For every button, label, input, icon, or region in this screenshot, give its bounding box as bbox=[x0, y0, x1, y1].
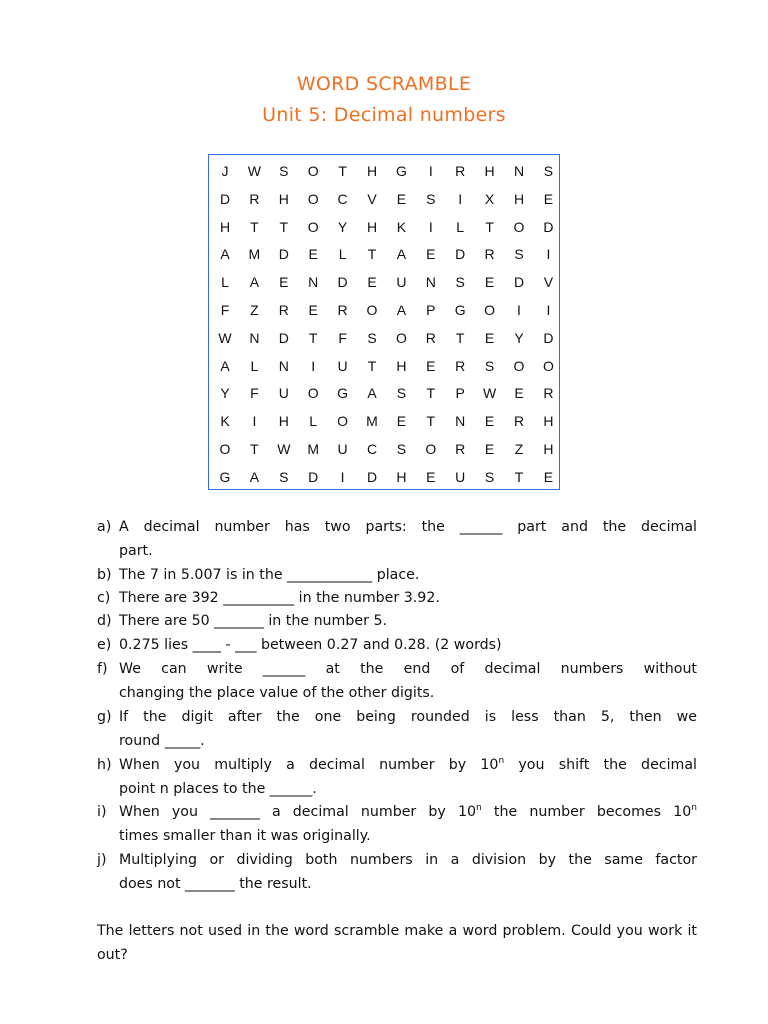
grid-letter: Z bbox=[514, 441, 524, 457]
grid-letter: O bbox=[425, 441, 437, 457]
question-b bbox=[97, 564, 697, 588]
grid-letter: H bbox=[366, 218, 378, 235]
grid-letter: V bbox=[367, 190, 377, 207]
grid-letter: T bbox=[514, 468, 524, 485]
question-text-part: you shift the decimal bbox=[504, 757, 697, 773]
grid-letter: H bbox=[278, 413, 289, 430]
grid-letter: T bbox=[367, 246, 377, 263]
grid-letter: D bbox=[455, 246, 466, 263]
grid-letter: N bbox=[455, 413, 466, 430]
grid-row bbox=[209, 296, 559, 324]
grid-row bbox=[209, 213, 559, 241]
exponent: n bbox=[476, 803, 482, 813]
question-label: i) bbox=[97, 804, 107, 820]
grid-letter: S bbox=[279, 163, 289, 179]
exponent: n bbox=[498, 756, 505, 766]
grid-letter: E bbox=[279, 274, 289, 291]
grid-letter: O bbox=[484, 302, 496, 318]
grid-letter: A bbox=[367, 385, 377, 402]
grid-letter: H bbox=[366, 163, 378, 179]
grid-letter: U bbox=[337, 441, 348, 457]
grid-letter: U bbox=[337, 357, 348, 374]
grid-letter: N bbox=[425, 274, 436, 291]
grid-letter: I bbox=[517, 302, 521, 318]
grid-letter: O bbox=[307, 218, 319, 235]
grid-row bbox=[209, 463, 559, 491]
footer-instruction: The letters not used in the word scramble make a word problem. Could you work it out? bbox=[97, 923, 697, 963]
grid-letter: K bbox=[396, 218, 407, 235]
grid-letter: O bbox=[366, 302, 378, 318]
grid-letter: R bbox=[425, 329, 436, 346]
question-text bbox=[119, 801, 697, 825]
question-g bbox=[97, 706, 697, 753]
grid-letter: G bbox=[337, 385, 349, 402]
grid-letter: U bbox=[455, 468, 466, 485]
grid-letter: S bbox=[367, 329, 377, 346]
grid-letter: I bbox=[311, 357, 316, 374]
grid-letter: O bbox=[542, 357, 554, 374]
grid-letter: A bbox=[220, 246, 230, 263]
grid-letter: E bbox=[308, 302, 318, 318]
grid-letter: L bbox=[338, 246, 347, 263]
question-text: There are 392 __________ in the number 3.92. bbox=[119, 590, 440, 606]
question-text-continued: does not _______ the result. bbox=[119, 875, 312, 892]
grid-row bbox=[209, 407, 559, 435]
grid-letter: R bbox=[455, 357, 466, 374]
grid-letter: S bbox=[484, 468, 495, 485]
grid-letter: D bbox=[278, 246, 289, 263]
question-text-continued: part. bbox=[119, 542, 153, 559]
grid-letter: H bbox=[543, 441, 554, 457]
grid-letter: O bbox=[307, 385, 319, 402]
grid-letter: D bbox=[278, 329, 289, 346]
question-e bbox=[97, 634, 697, 658]
grid-letter: W bbox=[277, 441, 291, 457]
grid-row bbox=[209, 379, 559, 407]
grid-letter: I bbox=[546, 246, 551, 263]
grid-letter: T bbox=[338, 163, 347, 179]
grid-letter: H bbox=[484, 163, 495, 179]
grid-letter: I bbox=[546, 302, 551, 318]
word-scramble-grid bbox=[208, 154, 560, 490]
grid-letter: D bbox=[219, 190, 231, 207]
grid-letter: O bbox=[395, 329, 407, 346]
grid-row bbox=[209, 240, 559, 268]
grid-letter: F bbox=[338, 329, 347, 346]
grid-letter: D bbox=[543, 218, 554, 235]
grid-letter: A bbox=[396, 246, 407, 263]
grid-letter: U bbox=[396, 274, 407, 291]
grid-letter: Y bbox=[220, 385, 230, 402]
question-label: c) bbox=[97, 590, 111, 606]
grid-row bbox=[209, 268, 559, 296]
question-a bbox=[97, 516, 697, 563]
question-label: e) bbox=[97, 637, 112, 653]
exponent: n bbox=[691, 803, 697, 813]
question-text: A decimal number has two parts: the ______ part and the decimal bbox=[119, 519, 697, 535]
grid-letter: P bbox=[426, 302, 436, 318]
worksheet-subtitle: Unit 5: Decimal numbers bbox=[262, 104, 506, 126]
grid-letter: O bbox=[307, 190, 319, 207]
grid-letter: E bbox=[543, 468, 554, 485]
grid-letter: D bbox=[337, 274, 348, 291]
grid-letter: R bbox=[513, 413, 525, 430]
grid-letter: R bbox=[337, 302, 348, 318]
grid-letter: F bbox=[220, 302, 230, 318]
grid-letter: E bbox=[308, 246, 318, 263]
grid-letter: S bbox=[426, 190, 436, 207]
grid-letter: E bbox=[396, 190, 407, 207]
grid-letter: R bbox=[543, 385, 554, 402]
question-text-continued: changing the place value of the other digits. bbox=[119, 684, 435, 701]
grid-letter: K bbox=[220, 413, 230, 430]
grid-letter: X bbox=[484, 190, 495, 207]
grid-letter: H bbox=[219, 218, 231, 235]
grid-letter: N bbox=[278, 357, 289, 374]
grid-letter: E bbox=[426, 246, 436, 263]
grid-letter: A bbox=[396, 302, 407, 318]
grid-row bbox=[209, 157, 559, 185]
grid-letter: D bbox=[513, 274, 525, 291]
question-text: Multiplying or dividing both numbers in a division by the same factor bbox=[119, 852, 697, 868]
grid-letter: V bbox=[543, 274, 554, 291]
question-text: The 7 in 5.007 is in the ____________ place. bbox=[119, 567, 420, 583]
grid-letter: W bbox=[218, 329, 232, 346]
grid-letter: S bbox=[396, 385, 407, 402]
grid-row bbox=[209, 324, 559, 352]
grid-letter: I bbox=[428, 163, 433, 179]
grid-letter: G bbox=[454, 302, 466, 318]
question-text: If the digit after the one being rounded is less than 5, then we bbox=[119, 709, 697, 725]
grid-letter: O bbox=[513, 357, 525, 374]
grid-letter: T bbox=[367, 357, 377, 374]
worksheet-title: WORD SCRAMBLE bbox=[296, 73, 472, 95]
question-d bbox=[97, 610, 697, 634]
question-label: f) bbox=[97, 661, 108, 677]
grid-letter: R bbox=[278, 302, 289, 318]
grid-letter: P bbox=[455, 385, 465, 402]
grid-letter: L bbox=[250, 357, 259, 374]
grid-letter: S bbox=[279, 468, 289, 485]
grid-letter: M bbox=[307, 441, 320, 457]
grid-letter: R bbox=[455, 441, 466, 457]
grid-letter: E bbox=[514, 385, 524, 402]
question-i bbox=[97, 801, 697, 848]
grid-letter: T bbox=[426, 413, 436, 430]
grid-letter: S bbox=[484, 357, 495, 374]
grid-letter: T bbox=[279, 218, 289, 235]
question-text bbox=[119, 754, 697, 778]
question-j bbox=[97, 849, 697, 896]
grid-letter: T bbox=[250, 218, 259, 235]
grid-letter: L bbox=[309, 413, 318, 430]
grid-letter: E bbox=[484, 329, 495, 346]
grid-letter: R bbox=[484, 246, 495, 263]
question-text-continued: times smaller than it was originally. bbox=[119, 827, 371, 844]
grid-letter: I bbox=[428, 218, 433, 235]
grid-letter: Y bbox=[514, 329, 524, 346]
grid-row bbox=[209, 185, 559, 213]
grid-letter: E bbox=[484, 413, 495, 430]
grid-letter: N bbox=[249, 329, 260, 346]
grid-letter: L bbox=[221, 274, 229, 291]
grid-letter: S bbox=[514, 246, 524, 263]
grid-letter: E bbox=[426, 468, 436, 485]
grid-letter: M bbox=[366, 413, 378, 430]
grid-letter: F bbox=[250, 385, 259, 402]
grid-letter: I bbox=[340, 468, 345, 485]
grid-letter: E bbox=[543, 190, 554, 207]
grid-letter: H bbox=[278, 190, 289, 207]
question-text-continued: round _____. bbox=[119, 732, 205, 749]
question-label: b) bbox=[97, 567, 112, 583]
question-text: There are 50 _______ in the number 5. bbox=[119, 613, 387, 629]
grid-letter: Z bbox=[250, 302, 259, 318]
question-label: a) bbox=[97, 519, 112, 535]
grid-letter: D bbox=[366, 468, 378, 485]
grid-letter: G bbox=[219, 468, 231, 485]
grid-letter: R bbox=[455, 163, 466, 179]
grid-letter: T bbox=[250, 441, 259, 457]
grid-letter: H bbox=[396, 468, 407, 485]
grid-letter: O bbox=[337, 413, 349, 430]
grid-letter: I bbox=[252, 413, 257, 430]
grid-letter: O bbox=[219, 441, 231, 457]
grid-letter: N bbox=[513, 163, 525, 179]
grid-letter: E bbox=[484, 441, 495, 457]
grid-letter: W bbox=[247, 163, 261, 179]
grid-letter: D bbox=[543, 329, 554, 346]
question-text-part: When you _______ a decimal number by 10 bbox=[119, 804, 477, 820]
question-label: h) bbox=[97, 757, 112, 773]
question-h bbox=[97, 754, 697, 801]
grid-letter: C bbox=[337, 190, 348, 207]
grid-letter: S bbox=[455, 274, 465, 291]
grid-letter: S bbox=[396, 441, 407, 457]
grid-letter: H bbox=[543, 413, 554, 430]
grid-letter: W bbox=[482, 385, 497, 402]
question-label: g) bbox=[97, 709, 112, 725]
question-label: j) bbox=[97, 852, 107, 868]
grid-letter: Y bbox=[337, 218, 348, 235]
grid-letter: G bbox=[395, 163, 407, 179]
question-f bbox=[97, 658, 697, 705]
grid-letter: M bbox=[248, 246, 261, 263]
grid-letter: E bbox=[367, 274, 377, 291]
grid-letter: U bbox=[278, 385, 289, 402]
grid-letter: T bbox=[485, 218, 494, 235]
grid-letter: T bbox=[455, 329, 465, 346]
grid-letter: H bbox=[513, 190, 525, 207]
grid-letter: N bbox=[308, 274, 319, 291]
grid-row bbox=[209, 352, 559, 380]
grid-letter: O bbox=[307, 163, 319, 179]
grid-letter: C bbox=[366, 441, 378, 457]
grid-letter: A bbox=[249, 468, 260, 485]
question-label: d) bbox=[97, 613, 112, 629]
question-text-continued: point n places to the ______. bbox=[119, 780, 317, 797]
grid-row bbox=[209, 435, 559, 463]
grid-letter: J bbox=[221, 163, 229, 179]
question-text: 0.275 lies ____ - ___ between 0.27 and 0.28. (2 words) bbox=[119, 637, 502, 653]
grid-letter: L bbox=[456, 218, 465, 235]
grid-letter: E bbox=[484, 274, 495, 291]
grid-letter: D bbox=[308, 468, 319, 485]
grid-letter: T bbox=[308, 329, 318, 346]
grid-letter: H bbox=[396, 357, 407, 374]
grid-letter: S bbox=[543, 163, 554, 179]
grid-letter: A bbox=[220, 357, 230, 374]
grid-letter: O bbox=[513, 218, 525, 235]
grid-letter: E bbox=[396, 413, 407, 430]
grid-letter: A bbox=[249, 274, 260, 291]
grid-letter: R bbox=[249, 190, 260, 207]
question-c bbox=[97, 587, 697, 611]
question-text-part: the number becomes 10 bbox=[481, 804, 692, 820]
question-text: We can write ______ at the end of decimal numbers without bbox=[119, 661, 697, 677]
grid-letter: T bbox=[426, 385, 436, 402]
question-text-part: When you multiply a decimal number by 10 bbox=[119, 757, 499, 773]
grid-letter: I bbox=[458, 190, 463, 207]
grid-letter: E bbox=[426, 357, 436, 374]
